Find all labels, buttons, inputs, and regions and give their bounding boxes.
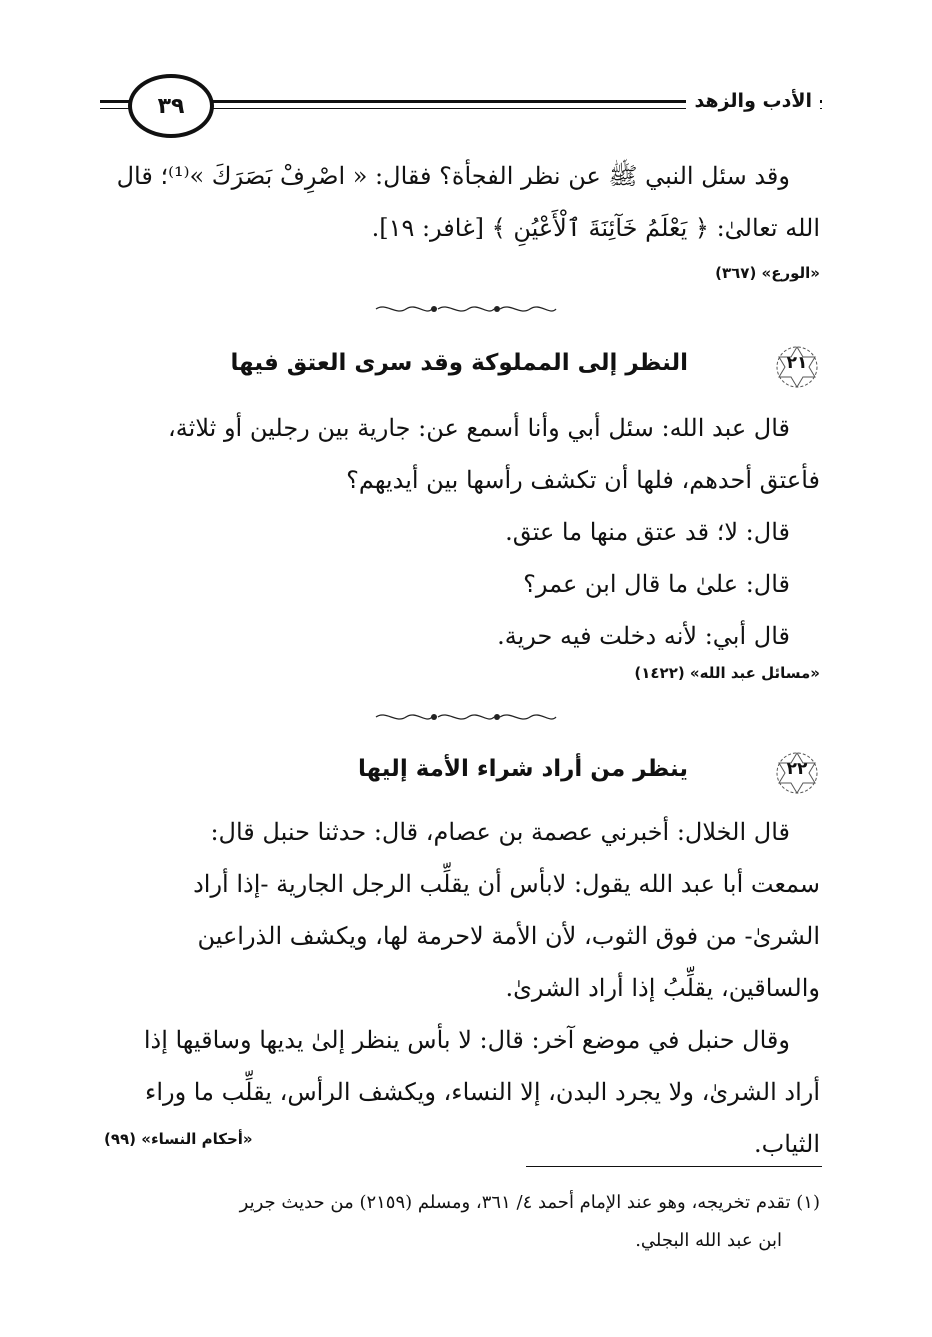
text-line: قال: لا؛ قد عتق منها ما عتق.	[505, 518, 790, 546]
intro-paragraph	[108, 150, 820, 254]
ornament-divider	[366, 708, 566, 730]
footnote-rule	[526, 1166, 822, 1167]
source-reference: «أحكام النساء» (٩٩)	[104, 1130, 253, 1148]
text-line: قال الخلال: أخبرني عصمة بن عصام، قال: حدثنا حنبل قال:	[210, 818, 790, 846]
section-title: ينظر من أراد شراء الأمة إليها	[357, 756, 688, 782]
footnote-line: ابن عبد الله البجلي.	[635, 1230, 782, 1251]
ornament-icon	[366, 708, 566, 726]
section-number: ٢١	[786, 353, 808, 373]
footnote-line: (١) تقدم تخريجه، وهو عند الإمام أحمد ٤/ ٣٦١، ومسلم (٢١٥٩) من حديث جرير	[239, 1192, 820, 1213]
text-line: سمعت أبا عبد الله يقول: لابأس أن يقلِّب الرجل الجارية -إذا أراد	[193, 870, 820, 898]
section-heading-22	[108, 748, 820, 798]
source-reference: «مسائل عبد الله» (١٤٢٢)	[634, 664, 820, 682]
text-line: قال أبي: لأنه دخلت فيه حرية.	[497, 622, 790, 650]
section-number: ٢٢	[786, 759, 808, 779]
ornament-divider	[366, 300, 566, 322]
text-line: الشرىٰ- من فوق الثوب، لأن الأمة لاحرمة لها، ويكشف الذراعين	[197, 922, 820, 950]
text-line: الله تعالىٰ: ﴿ يَعْلَمُ خَآئِنَةَ ٱلْأَعْيُنِ ﴾ [غافر: ١٩].	[371, 214, 820, 242]
text-line: أراد الشرىٰ، ولا يجرد البدن، إلا النساء، ويكشف الرأس، يقلِّب ما وراء	[145, 1078, 820, 1106]
section-heading-21	[108, 342, 820, 392]
section-title: النظر إلى المملوكة وقد سرى العتق فيها	[230, 350, 688, 376]
section-number-badge	[774, 750, 820, 796]
text-line: وقد سئل النبي ﷺ عن نظر الفجأة؟ فقال: « اصْرِفْ بَصَرَكَ »⁽¹⁾؛ قال	[116, 162, 790, 190]
section-number-badge	[774, 344, 820, 390]
text-line: فأعتق أحدهم، فلها أن تكشف رأسها بين أيديهم؟	[346, 466, 820, 494]
page-number	[128, 74, 214, 138]
text-line: وقال حنبل في موضع آخر: قال: لا بأس ينظر إلىٰ يديها وساقيها إذا	[143, 1026, 790, 1054]
source-reference: «الورع» (٣٦٧)	[715, 264, 820, 282]
text-line: والساقين، يقلِّبُ إذا أراد الشرىٰ.	[505, 974, 820, 1002]
text-line: الثياب.	[754, 1130, 820, 1158]
footnote	[108, 1184, 820, 1260]
ornament-icon	[366, 300, 566, 318]
text-line: قال: علىٰ ما قال ابن عمر؟	[523, 570, 790, 598]
section-21-body	[108, 402, 820, 662]
section-22-body	[108, 806, 820, 1170]
text-line: قال عبد الله: سئل أبي وأنا أسمع عن: جارية بين رجلين أو ثلاثة،	[168, 414, 790, 442]
page-number-text: ٣٩	[157, 93, 185, 119]
running-title: الأدب والزهد	[686, 90, 820, 112]
